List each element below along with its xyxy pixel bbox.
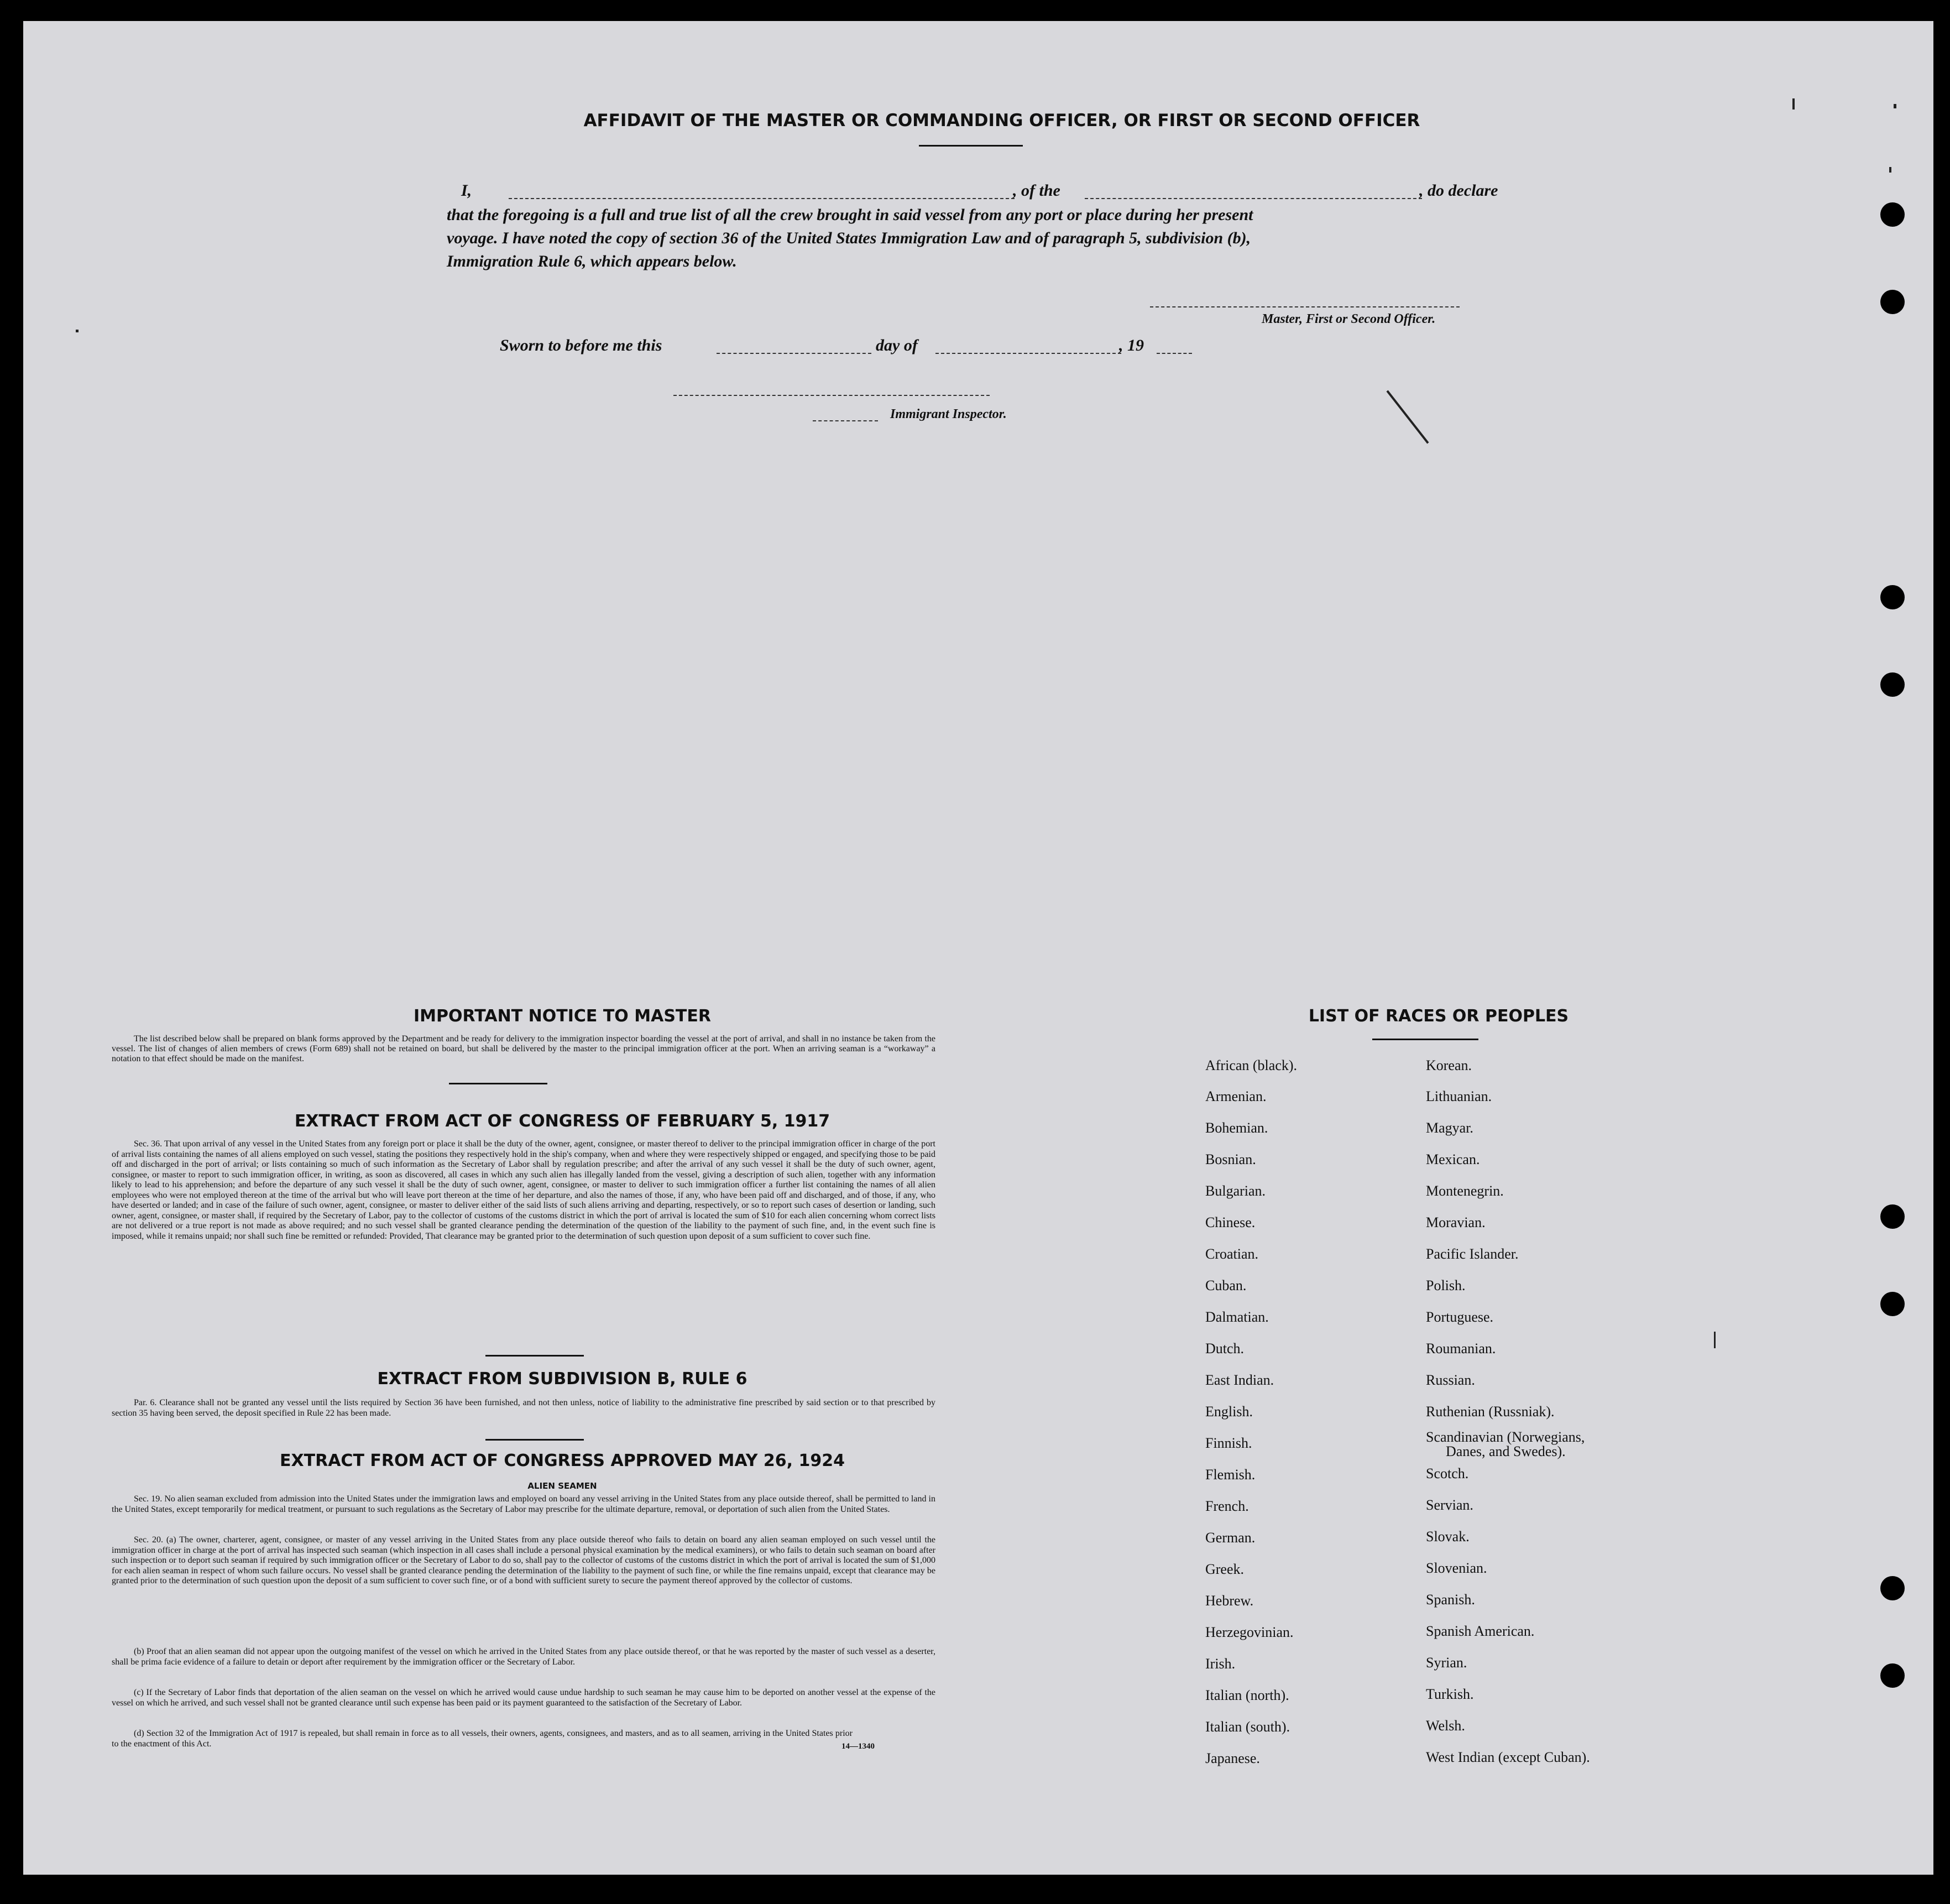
notice-rule [449, 1083, 547, 1084]
race-left-22: Japanese. [1205, 1750, 1260, 1766]
race-right-12-cont: Danes, and Swedes). [1446, 1443, 1566, 1459]
race-right-2: Magyar. [1426, 1120, 1473, 1136]
act1924-sec19: Sec. 19. No alien seaman excluded from admission into the United States under the immigration laws and employed on board any vessel arriving in the United States from any place outside thereof, shall be permitted to land in the United States, except temporarily for medical treatment, or pursuant to such regulations as the Secretary of Labor may prescribe for the ultimate departure, removal, or deportation of such alien from the United States. [112, 1494, 935, 1514]
race-right-13: Scotch. [1426, 1465, 1469, 1482]
race-left-18: Herzegovinian. [1205, 1624, 1294, 1640]
race-left-2: Bohemian. [1205, 1120, 1268, 1136]
sworn-month-blank[interactable] [935, 353, 1121, 354]
affidavit-text-line2: voyage. I have noted the copy of section 36 of the United States Immigration Law and of paragraph 5, subdivision (b), [447, 229, 1251, 247]
ink-speck-2 [1894, 104, 1896, 108]
notice-body: The list described below shall be prepared on blank forms approved by the Department and be ready for delivery to the immigration inspector boarding the vessel at the port of arrival, and shall in no instance be taken from the vessel. The list of changes of alien members of crews (Form 689) shall not be retained on board, but shall be delivered by the master to the principal immigration officer at the port. When an arriving seaman is a “workaway” a notation to that effect should be made on the manifest. [112, 1034, 935, 1063]
race-right-20: Turkish. [1426, 1686, 1474, 1702]
punch-hole-6 [1880, 1292, 1905, 1316]
inspector-signature-blank[interactable] [673, 395, 990, 396]
race-right-4: Montenegrin. [1426, 1183, 1504, 1199]
race-left-8: Dalmatian. [1205, 1309, 1269, 1325]
race-left-9: Dutch. [1205, 1340, 1245, 1357]
race-left-20: Italian (north). [1205, 1687, 1289, 1703]
race-right-11: Ruthenian (Russniak). [1426, 1404, 1555, 1420]
act1924-title: EXTRACT FROM ACT OF CONGRESS APPROVED MAY 26, 1924 [280, 1451, 845, 1470]
document-page [23, 21, 1933, 1875]
race-right-18: Spanish American. [1426, 1623, 1535, 1639]
race-right-15: Slovak. [1426, 1529, 1470, 1545]
notice-title: IMPORTANT NOTICE TO MASTER [414, 1006, 711, 1026]
race-left-15: German. [1205, 1530, 1256, 1546]
race-left-5: Chinese. [1205, 1214, 1256, 1230]
punch-hole-8 [1880, 1663, 1905, 1688]
master-signature-caption: Master, First or Second Officer. [1262, 312, 1436, 326]
year-label: , 19 [1119, 336, 1144, 354]
punch-hole-2 [1880, 290, 1905, 314]
race-left-13: Flemish. [1205, 1467, 1256, 1483]
race-right-7: Polish. [1426, 1277, 1466, 1293]
race-right-8: Portuguese. [1426, 1309, 1494, 1325]
master-signature-blank[interactable] [1150, 306, 1460, 307]
inspector-signature-lead [813, 420, 878, 421]
race-left-17: Hebrew. [1205, 1593, 1254, 1609]
race-left-0: African (black). [1205, 1057, 1298, 1073]
affidavit-i-label: I, [461, 181, 472, 200]
race-left-4: Bulgarian. [1205, 1183, 1266, 1199]
race-left-11: English. [1205, 1404, 1253, 1420]
race-left-12: Finnish. [1205, 1435, 1252, 1451]
affidavit-of-the-label: , of the [1013, 181, 1060, 200]
act1924-subtitle: ALIEN SEAMEN [527, 1481, 597, 1491]
race-right-3: Mexican. [1426, 1151, 1480, 1167]
race-left-21: Italian (south). [1205, 1719, 1290, 1735]
act1917-rule [485, 1355, 584, 1357]
rule6-rule [485, 1439, 584, 1441]
race-right-9: Roumanian. [1426, 1340, 1496, 1357]
affidavit-text-line1: that the foregoing is a full and true list of all the crew brought in said vessel from any port or place during her present [447, 206, 1253, 224]
race-right-14: Servian. [1426, 1497, 1473, 1513]
day-of-label: day of [876, 336, 918, 354]
race-left-3: Bosnian. [1205, 1151, 1256, 1167]
race-right-5: Moravian. [1426, 1214, 1486, 1230]
punch-hole-3 [1880, 585, 1905, 609]
affidavit-text-line3: Immigration Rule 6, which appears below. [447, 252, 737, 270]
inspector-caption: Immigrant Inspector. [890, 407, 1007, 421]
act1917-title: EXTRACT FROM ACT OF CONGRESS OF FEBRUARY 5, 1917 [294, 1112, 830, 1131]
race-right-0: Korean. [1426, 1057, 1472, 1073]
race-left-14: French. [1205, 1498, 1249, 1514]
race-right-16: Slovenian. [1426, 1560, 1487, 1576]
race-left-1: Armenian. [1205, 1088, 1267, 1104]
affidavit-do-declare-label: , do declare [1419, 181, 1498, 200]
race-right-12: Scandinavian (Norwegians, [1426, 1429, 1585, 1445]
ink-speck-4 [76, 330, 79, 332]
sworn-date-blank[interactable] [717, 353, 871, 354]
act1924-sec20c: (c) If the Secretary of Labor finds that deportation of the alien seaman on the vessel on which he arrived would cause undue hardship to such seaman he may cause him to be deported on another vessel at the expense of the vessel on which he arrived, and such vessel shall not be granted clearance until such expense has been paid or its payment guaranteed to the satisfaction of the Secretary of Labor. [112, 1688, 935, 1708]
form-number: 14—1340 [841, 1742, 875, 1751]
affidavit-title: AFFIDAVIT OF THE MASTER OR COMMANDING OFFICER, OR FIRST OR SECOND OFFICER [583, 111, 1420, 131]
race-right-22: West Indian (except Cuban). [1426, 1749, 1590, 1765]
sworn-label: Sworn to before me this [500, 336, 662, 354]
punch-hole-7 [1880, 1576, 1905, 1600]
race-right-17: Spanish. [1426, 1592, 1475, 1608]
act1917-body: Sec. 36. That upon arrival of any vessel in the United States from any foreign port or place it shall be the duty of the owner, agent, consignee, or master thereof to deliver to the principal immigration officer in charge of the port of arrival lists containing the names of all aliens employed on such vessel, stating the positions they respectively hold in the ship's company, when and where they were respectively shipped or engaged, and specifying those to be paid off and discharged in the port of arrival; or lists containing so much of such information as the Secretary of Labor shall by regulation prescribe; and after the arrival of any such vessel it shall be the duty of such owner, agent, consignee, or master to report to such immigration officer, in writing, as soon as discovered, all cases in which any such alien has illegally landed from the vessel, giving a description of such alien, together with any information likely to lead to his apprehension; and before the departure of any such vessel it shall be the duty of such owner, agent, consignee, or master to deliver to such immigration officer a further list containing the names of all alien employees who were not employed thereon at the time of the arrival but who will leave port thereon at the time of her departure, and also the names of those, if any, who have been paid off and discharged, and of those, if any, who have deserted or landed; and in case of the failure of such owner, agent, consignee, or master to deliver either of the said lists of such aliens arriving and departing, respectively, or so to report such cases of desertion or landing, such owner, agent, consignee, or master shall, if required by the Secretary of Labor, pay to the collector of customs of the customs district in which the port of arrival is located the sum of $10 for each alien concerning whom correct lists are not delivered or a true report is not made as above required; and no such vessel shall be granted clearance pending the determination of the question of the liability to the payment of such fine, and, in the event such fine is imposed, while it remains unpaid; nor shall such fine be remitted or refunded: Provided, That clearance may be granted prior to the determination of such question upon deposit of a sum sufficient to cover such fine. [112, 1139, 935, 1241]
race-left-16: Greek. [1205, 1561, 1245, 1577]
ink-speck-5 [1714, 1332, 1716, 1348]
race-right-21: Welsh. [1426, 1718, 1465, 1734]
punch-hole-1 [1880, 202, 1905, 227]
act1924-sec20d: (d) Section 32 of the Immigration Act of 1917 is repealed, but shall remain in force as to all vessels, their owners, agents, consignees, and masters, and as to all seamen, arriving in the United States prior to the enactment of this Act. [112, 1729, 853, 1749]
act1924-sec20a: Sec. 20. (a) The owner, charterer, agent, consignee, or master of any vessel arriving in the United States from any place outside thereof who fails to detain on board any alien seaman employed on such vessel until the immigration officer in charge at the port of arrival has inspected such seaman (which inspection in all cases shall include a personal physical examination by the medical examiners), or who fails to detain such seaman on board after such inspection or to deport such seaman if required by such immigration officer or the Secretary of Labor to do so, shall pay to the collector of customs of the customs district in which the port of arrival is located the sum of $1,000 for each alien seaman in respect of whom such failure occurs. No vessel shall be granted clearance pending the determination of the liability to the payment of such fine, or while the fine remains unpaid, except that clearance may be granted prior to the determination of such question upon the deposit of a sum sufficient to cover such fine, or of a bond with sufficient surety to secure the payment thereof approved by the collector of customs. [112, 1535, 935, 1585]
officer-name-blank[interactable] [509, 198, 1015, 199]
pencil-mark [1386, 390, 1429, 444]
affidavit-title-rule [919, 145, 1023, 147]
race-left-19: Irish. [1205, 1656, 1236, 1672]
punch-hole-5 [1880, 1204, 1905, 1229]
act1924-sec20b: (b) Proof that an alien seaman did not appear upon the outgoing manifest of the vessel on which he arrived in the United States from any place outside thereof, or that he was reported by the master of such vessel as a deserter, shall be prima facie evidence of a failure to detain or deport after requirement by the immigration officer or the Secretary of Labor. [112, 1647, 935, 1667]
race-right-1: Lithuanian. [1426, 1088, 1492, 1104]
race-right-6: Pacific Islander. [1426, 1246, 1519, 1262]
sworn-year-blank[interactable] [1157, 353, 1192, 354]
punch-hole-4 [1880, 672, 1905, 697]
ink-speck-1 [1792, 98, 1795, 109]
race-right-19: Syrian. [1426, 1655, 1467, 1671]
race-left-7: Cuban. [1205, 1277, 1247, 1293]
rule6-title: EXTRACT FROM SUBDIVISION B, RULE 6 [377, 1369, 747, 1389]
vessel-name-blank[interactable] [1085, 198, 1422, 199]
ink-speck-3 [1889, 167, 1891, 173]
races-title: LIST OF RACES OR PEOPLES [1308, 1006, 1569, 1026]
race-left-10: East Indian. [1205, 1372, 1274, 1388]
race-left-6: Croatian. [1205, 1246, 1259, 1262]
race-right-10: Russian. [1426, 1372, 1475, 1388]
rule6-body: Par. 6. Clearance shall not be granted any vessel until the lists required by Section 36 have been furnished, and not then unless, notice of liability to the administrative fine prescribed by said section or to that prescribed by section 35 having been served, the deposit specified in Rule 22 has been made. [112, 1398, 935, 1418]
races-title-rule [1372, 1039, 1478, 1040]
